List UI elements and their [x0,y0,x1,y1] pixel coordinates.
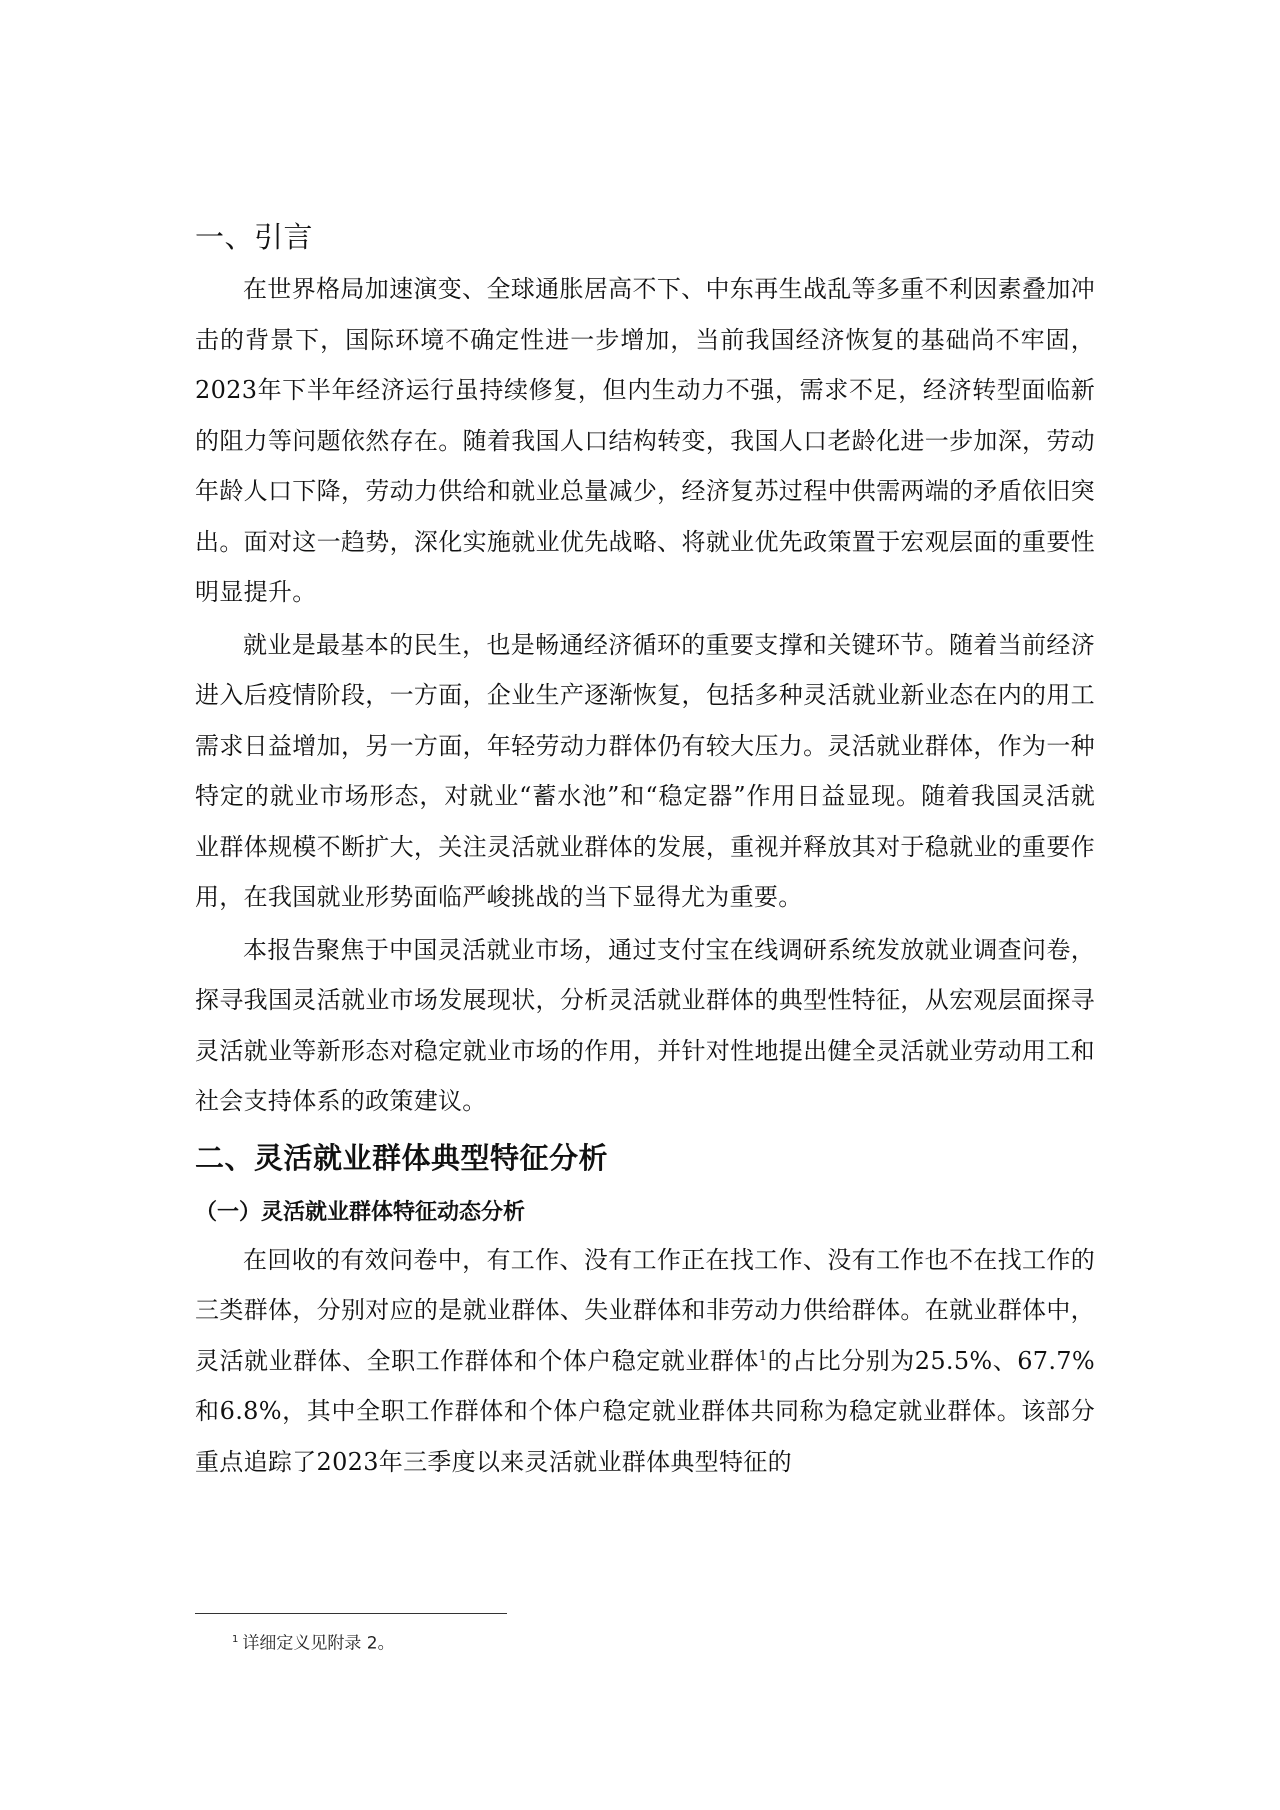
section-heading-characteristics: 二、灵活就业群体典型特征分析 [195,1140,609,1175]
footnote-reference-mark[interactable]: 1 [758,1348,768,1364]
footnote-text: 详细定义见附录 2。 [242,1633,395,1654]
paragraph-text-before-footnote-ref: 在回收的有效问卷中，有工作、没有工作正在找工作、没有工作也不在找工作的三类群体，分别对应的是就业群体、失业群体和非劳动力供给群体。在就业群体中，灵活就业群体、全职工作群体和个体户稳定就业群体 [195,1245,1095,1375]
paragraph-intro-2: 就业是最基本的民生，也是畅通经济循环的重要支撑和关键环节。随着当前经济进入后疫情阶段，一方面，企业生产逐渐恢复，包括多种灵活就业新业态在内的用工需求日益增加，另一方面，年轻劳动力群体仍有较大压力。灵活就业群体，作为一种特定的就业市场形态，对就业“蓄水池”和“稳定器”作用日益显现。随着我国灵活就业群体规模不断扩大，关注灵活就业群体的发展，重视并释放其对于稳就业的重要作用，在我国就业形势面临严峻挑战的当下显得尤为重要。 [195,630,1095,911]
subsection-heading-dynamic-analysis: （一）灵活就业群体特征动态分析 [195,1198,526,1225]
footnote-divider [195,1613,507,1614]
section-heading-introduction: 一、引言 [195,220,314,254]
footnote-mark: 1 [232,1634,239,1645]
paragraph-intro-3: 本报告聚焦于中国灵活就业市场，通过支付宝在线调研系统发放就业调查问卷，探寻我国灵活就业市场发展现状，分析灵活就业群体的典型性特征，从宏观层面探寻灵活就业等新形态对稳定就业市场的作用，并针对性地提出健全灵活就业劳动用工和社会支持体系的政策建议。 [195,935,1095,1115]
paragraph-text-after-footnote-ref: 的占比分别为25.5%、67.7%和6.8%，其中全职工作群体和个体户稳定就业群体共同称为稳定就业群体。该部分重点追踪了2023年三季度以来灵活就业群体典型特征的 [195,1346,1095,1476]
footnote [232,1628,395,1656]
paragraph-characteristics-1 [195,1235,1095,1488]
document-body [195,212,1095,1487]
paragraph-intro-1: 在世界格局加速演变、全球通胀居高不下、中东再生战乱等多重不利因素叠加冲击的背景下，国际环境不确定性进一步增加，当前我国经济恢复的基础尚不牢固，2023年下半年经济运行虽持续修复，但内生动力不强，需求不足，经济转型面临新的阻力等问题依然存在。随着我国人口结构转变，我国人口老龄化进一步加深，劳动年龄人口下降，劳动力供给和就业总量减少，经济复苏过程中供需两端的矛盾依旧突出。面对这一趋势，深化实施就业优先战略、将就业优先政策置于宏观层面的重要性明显提升。 [195,275,1095,606]
